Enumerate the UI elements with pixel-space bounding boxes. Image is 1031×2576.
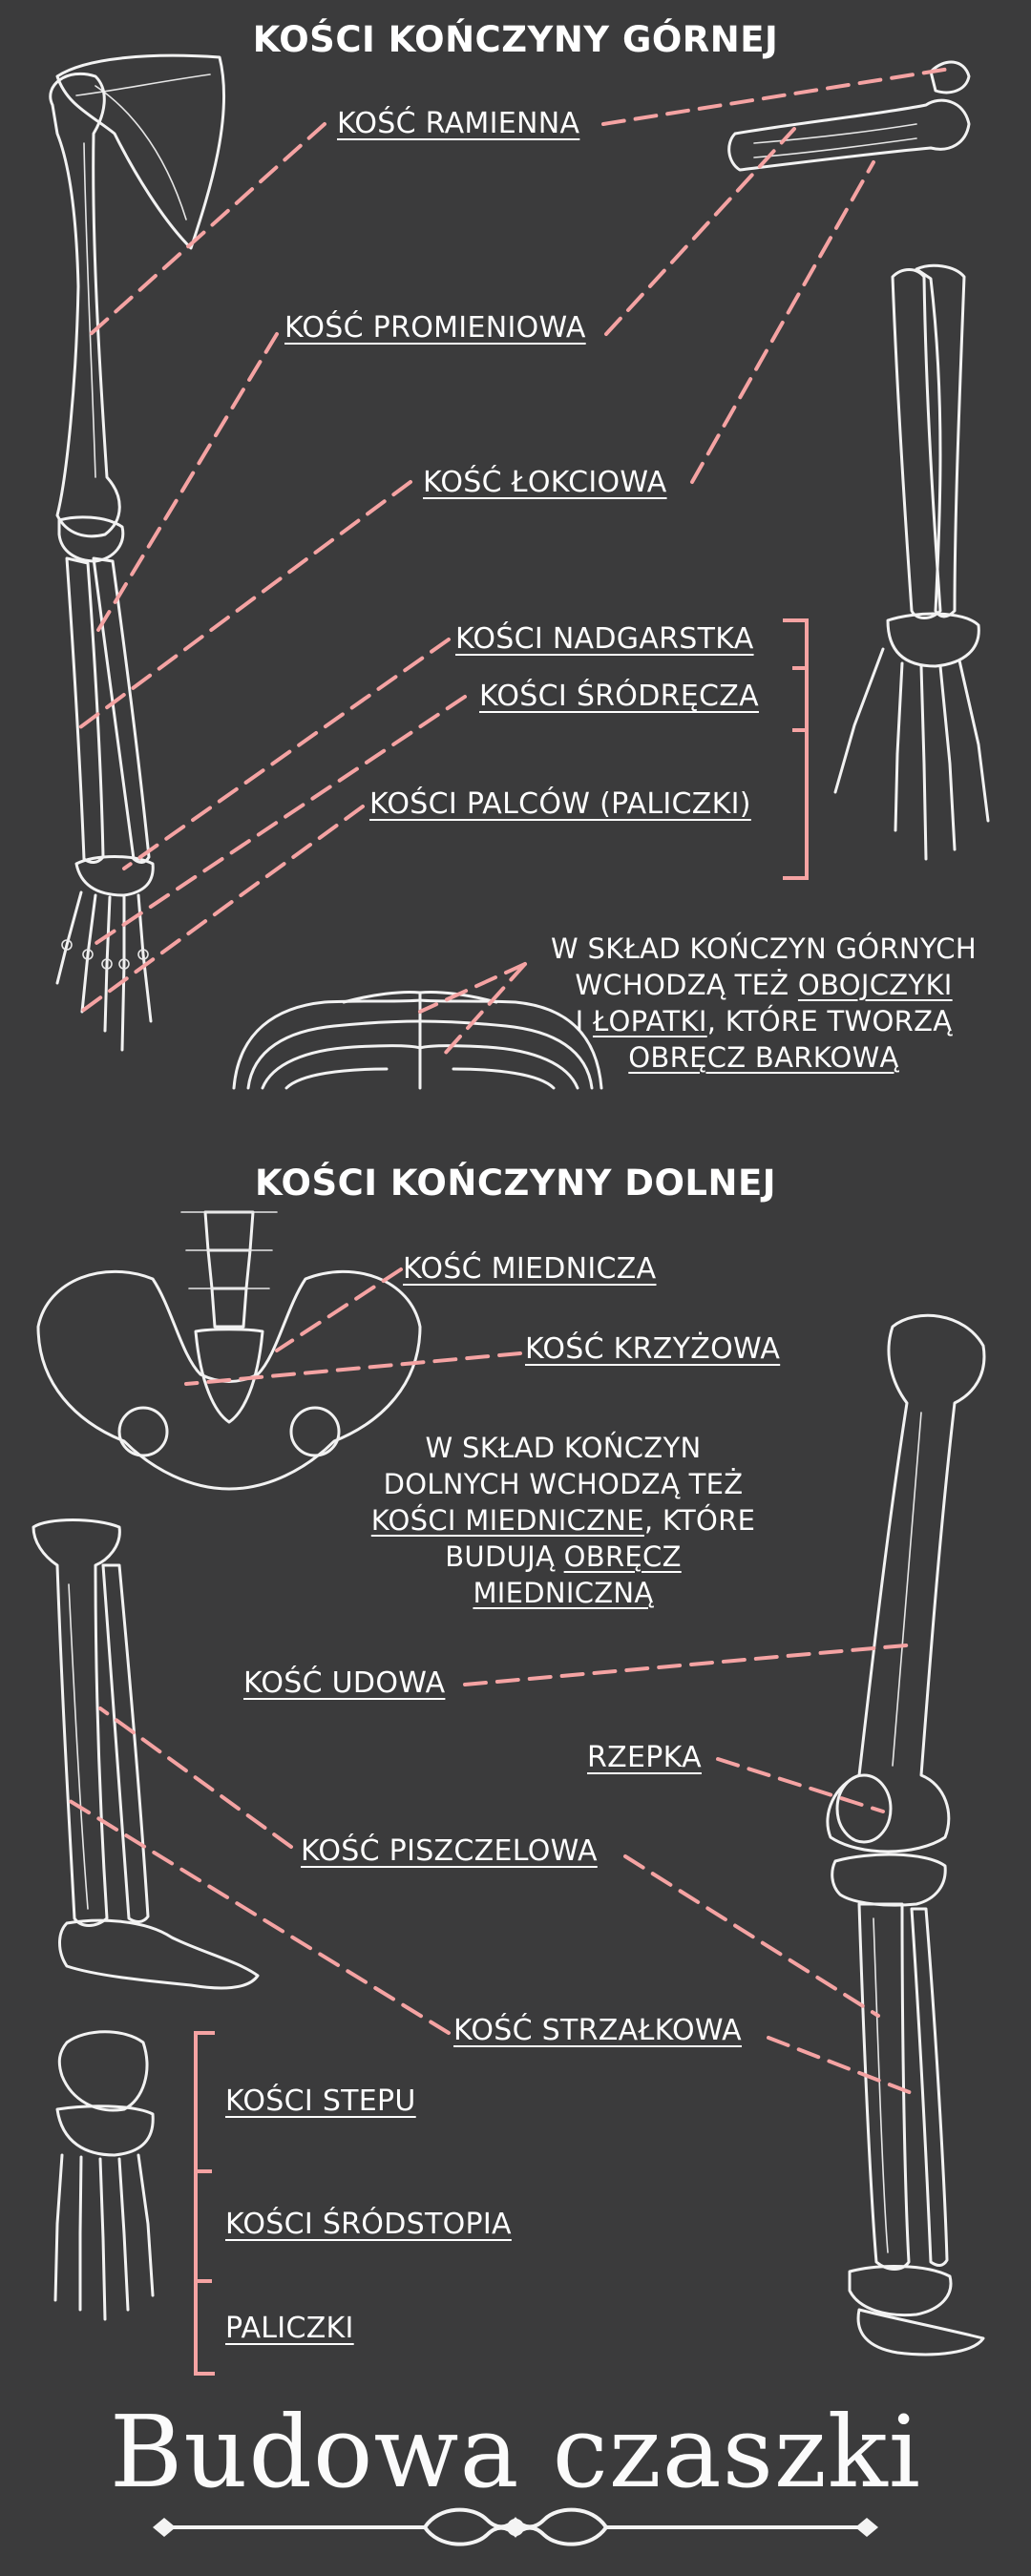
upper-arrows xyxy=(76,69,950,1055)
lower-note-line4: BUDUJĄ OBRĘCZ xyxy=(445,1540,682,1573)
lower-leg-illustration xyxy=(33,1520,258,1988)
lower-note-line1: W SKŁAD KOŃCZYN xyxy=(425,1432,702,1464)
leg-skeleton-illustration xyxy=(828,1315,984,2355)
lower-note-line2: DOLNYCH WCHODZĄ TEŻ xyxy=(383,1468,744,1500)
foot-illustration xyxy=(55,2032,153,2319)
label-femur: KOŚĆ UDOWA xyxy=(243,1666,446,1700)
label-patella: RZEPKA xyxy=(587,1741,702,1774)
ornament-divider xyxy=(153,2510,878,2545)
label-tarsals: KOŚCI STEPU xyxy=(225,2084,416,2118)
label-ulna: KOŚĆ ŁOKCIOWA xyxy=(423,466,667,499)
label-phalanges-lower: PALICZKI xyxy=(225,2312,354,2345)
lower-limb-title: KOŚCI KOŃCZYNY DOLNEJ xyxy=(254,1162,776,1204)
label-metatarsals: KOŚCI ŚRÓDSTOPIA xyxy=(225,2208,512,2241)
label-tibia: KOŚĆ PISZCZELOWA xyxy=(301,1834,598,1868)
upper-note xyxy=(516,931,1012,1076)
label-humerus: KOŚĆ RAMIENNA xyxy=(337,107,580,140)
label-radius: KOŚĆ PROMIENIOWA xyxy=(284,311,586,345)
upper-note-line2: WCHODZĄ TEŻ OBOJCZYKI xyxy=(575,969,953,1001)
upper-limb-title: KOŚCI KOŃCZYNY GÓRNEJ xyxy=(252,19,779,60)
label-carpals: KOŚCI NADGARSTKA xyxy=(455,622,754,656)
forearm-hand-illustration xyxy=(835,265,988,859)
lower-note-line3: KOŚCI MIEDNICZNE, KTÓRE xyxy=(370,1504,756,1537)
upper-note-line1: W SKŁAD KOŃCZYN GÓRNYCH xyxy=(551,932,977,965)
label-fibula: KOŚĆ STRZAŁKOWA xyxy=(453,2014,743,2047)
footer-title: Budowa czaszki xyxy=(109,2394,922,2510)
label-pelvis: KOŚĆ MIEDNICZA xyxy=(403,1252,657,1286)
upper-note-line3: I ŁOPATKI, KTÓRE TWORZĄ xyxy=(575,1005,953,1037)
lower-note xyxy=(325,1430,802,1611)
label-sacrum: KOŚĆ KRZYŻOWA xyxy=(525,1332,781,1366)
elbow-joint-illustration xyxy=(729,62,969,170)
lower-note-line5: MIEDNICZNĄ xyxy=(473,1577,654,1609)
arm-skeleton-illustration xyxy=(51,55,224,1050)
label-phalanges-upper: KOŚCI PALCÓW (PALICZKI) xyxy=(369,787,751,821)
upper-note-line4: OBRĘCZ BARKOWĄ xyxy=(628,1041,899,1074)
label-metacarpals: KOŚCI ŚRÓDRĘCZA xyxy=(479,680,759,713)
